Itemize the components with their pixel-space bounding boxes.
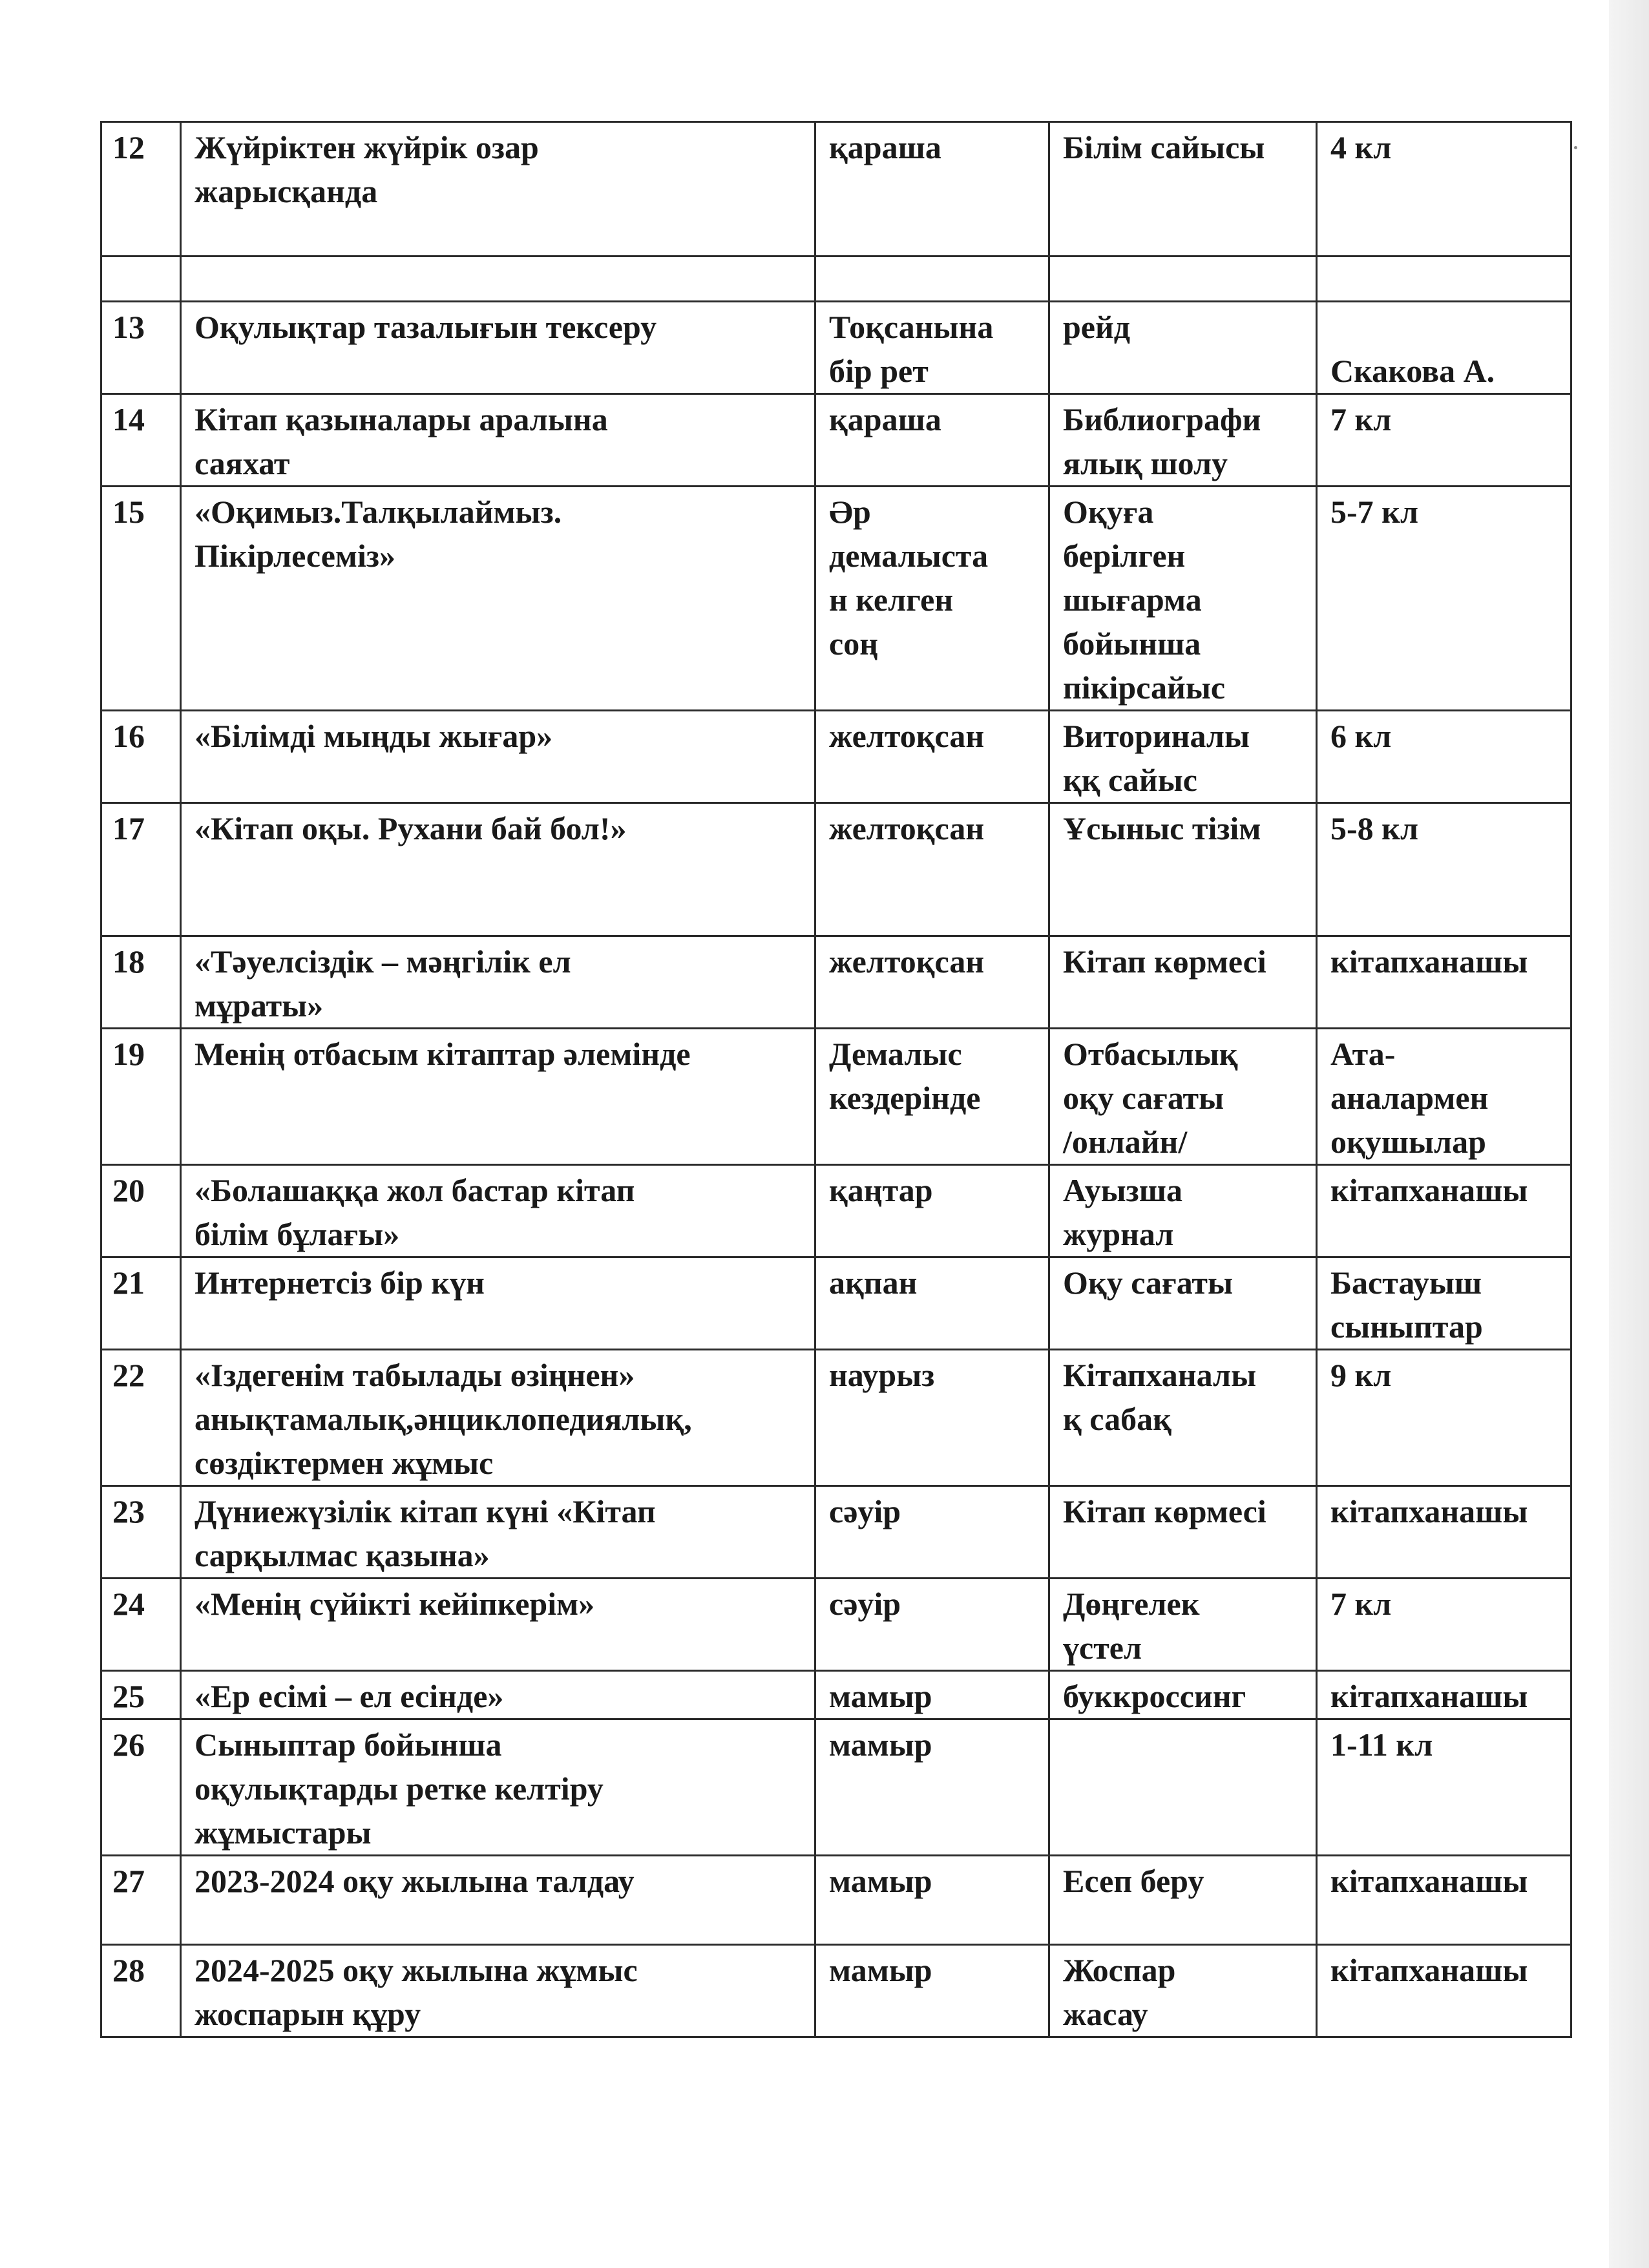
row-number: 26 (101, 1719, 181, 1856)
event-title: Кітап қазыналары аралына саяхат (181, 394, 815, 487)
event-time: сәуір (815, 1486, 1049, 1579)
event-title: Сыныптар бойынша оқулықтарды ретке келтіру жұмыстары (181, 1719, 815, 1856)
event-time: желтоқсан (815, 711, 1049, 803)
event-time: Демалыс кездерінде (815, 1029, 1049, 1165)
event-time: қараша (815, 122, 1049, 257)
event-title: 2024-2025 оқу жылына жұмыс жоспарын құру (181, 1945, 815, 2037)
event-responsible: Скакова А. (1317, 302, 1571, 394)
event-title: «Менің сүйікті кейіпкерім» (181, 1579, 815, 1671)
event-form: Білім сайысы (1049, 122, 1317, 257)
event-title: 2023-2024 оқу жылына талдау (181, 1856, 815, 1945)
row-number: 17 (101, 803, 181, 936)
row-number: 27 (101, 1856, 181, 1945)
event-title: Оқулықтар тазалығын тексеру (181, 302, 815, 394)
event-time: мамыр (815, 1945, 1049, 2037)
table-row (101, 803, 1571, 936)
event-form: буккроссинг (1049, 1671, 1317, 1719)
event-form: Есеп беру (1049, 1856, 1317, 1945)
event-form: Библиографи ялық шолу (1049, 394, 1317, 487)
row-number: 21 (101, 1257, 181, 1350)
event-responsible: 9 кл (1317, 1350, 1571, 1486)
table-row (101, 394, 1571, 487)
event-title: Жүйріктен жүйрік озар жарысқанда (181, 122, 815, 257)
table-row (101, 936, 1571, 1029)
scanned-page-edge (1609, 0, 1649, 2268)
row-number: 22 (101, 1350, 181, 1486)
event-form: Отбасылық оқу сағаты /онлайн/ (1049, 1029, 1317, 1165)
row-number (101, 257, 181, 302)
table-row (101, 1165, 1571, 1257)
event-form: Дөңгелек үстел (1049, 1579, 1317, 1671)
event-responsible: Бастауыш сыныптар (1317, 1257, 1571, 1350)
event-time: Тоқсанына бір рет (815, 302, 1049, 394)
event-responsible (1317, 257, 1571, 302)
event-title: Менің отбасым кітаптар әлемінде (181, 1029, 815, 1165)
event-title (181, 257, 815, 302)
row-number: 15 (101, 487, 181, 711)
event-time: наурыз (815, 1350, 1049, 1486)
row-number: 19 (101, 1029, 181, 1165)
event-form (1049, 257, 1317, 302)
table-row (101, 487, 1571, 711)
event-title: «Кітап оқы. Рухани бай бол!» (181, 803, 815, 936)
event-form: Виториналы ққ сайыс (1049, 711, 1317, 803)
scan-speck (1574, 146, 1577, 149)
event-time: мамыр (815, 1719, 1049, 1856)
row-number: 28 (101, 1945, 181, 2037)
event-title: Дүниежүзілік кітап күні «Кітап сарқылмас қазына» (181, 1486, 815, 1579)
event-title: «Іздегенім табылады өзіңнен» анықтамалық,әнциклопедиялық, сөздіктермен жұмыс (181, 1350, 815, 1486)
table-row (101, 257, 1571, 302)
table-row (101, 1029, 1571, 1165)
event-time (815, 257, 1049, 302)
event-title: «Болашаққа жол бастар кітап білім бұлағы» (181, 1165, 815, 1257)
event-responsible: 1-11 кл (1317, 1719, 1571, 1856)
table-row (101, 1719, 1571, 1856)
event-responsible: 5-8 кл (1317, 803, 1571, 936)
row-number: 16 (101, 711, 181, 803)
event-form: Ұсыныс тізім (1049, 803, 1317, 936)
event-responsible: 7 кл (1317, 394, 1571, 487)
event-time: қаңтар (815, 1165, 1049, 1257)
row-number: 13 (101, 302, 181, 394)
event-time: желтоқсан (815, 803, 1049, 936)
event-responsible: кітапханашы (1317, 1856, 1571, 1945)
event-responsible: 5-7 кл (1317, 487, 1571, 711)
event-time: Әр демалыста н келген соң (815, 487, 1049, 711)
event-form (1049, 1719, 1317, 1856)
row-number: 14 (101, 394, 181, 487)
event-form: рейд (1049, 302, 1317, 394)
table-row (101, 1486, 1571, 1579)
row-number: 12 (101, 122, 181, 257)
event-form: Кітап көрмесі (1049, 1486, 1317, 1579)
event-responsible: кітапханашы (1317, 1671, 1571, 1719)
event-time: мамыр (815, 1671, 1049, 1719)
event-responsible: кітапханашы (1317, 1486, 1571, 1579)
event-form: Оқу сағаты (1049, 1257, 1317, 1350)
row-number: 23 (101, 1486, 181, 1579)
event-responsible: кітапханашы (1317, 1165, 1571, 1257)
table-row (101, 1671, 1571, 1719)
event-time: мамыр (815, 1856, 1049, 1945)
event-form: Кітап көрмесі (1049, 936, 1317, 1029)
row-number: 25 (101, 1671, 181, 1719)
event-title: Интернетсіз бір күн (181, 1257, 815, 1350)
event-form: Кітапханалы қ сабақ (1049, 1350, 1317, 1486)
table-row (101, 711, 1571, 803)
event-responsible: 4 кл (1317, 122, 1571, 257)
event-title: «Тәуелсіздік – мәңгілік ел мұраты» (181, 936, 815, 1029)
library-work-plan-table (100, 121, 1572, 2038)
table-row (101, 1257, 1571, 1350)
row-number: 20 (101, 1165, 181, 1257)
event-time: сәуір (815, 1579, 1049, 1671)
table-row (101, 1945, 1571, 2037)
event-time: желтоқсан (815, 936, 1049, 1029)
table-row (101, 302, 1571, 394)
event-form: Ауызша журнал (1049, 1165, 1317, 1257)
row-number: 24 (101, 1579, 181, 1671)
event-responsible: кітапханашы (1317, 1945, 1571, 2037)
table-row (101, 1350, 1571, 1486)
table-row (101, 1579, 1571, 1671)
event-time: ақпан (815, 1257, 1049, 1350)
event-responsible: 6 кл (1317, 711, 1571, 803)
event-form: Жоспар жасау (1049, 1945, 1317, 2037)
event-title: «Білімді мыңды жығар» (181, 711, 815, 803)
event-responsible: кітапханашы (1317, 936, 1571, 1029)
event-responsible: 7 кл (1317, 1579, 1571, 1671)
row-number: 18 (101, 936, 181, 1029)
event-form: Оқуға берілген шығарма бойынша пікірсайыс (1049, 487, 1317, 711)
event-time: қараша (815, 394, 1049, 487)
event-title: «Ер есімі – ел есінде» (181, 1671, 815, 1719)
event-responsible: Ата- аналармен оқушылар (1317, 1029, 1571, 1165)
table-row (101, 1856, 1571, 1945)
event-title: «Оқимыз.Талқылаймыз. Пікірлесеміз» (181, 487, 815, 711)
table-row (101, 122, 1571, 257)
